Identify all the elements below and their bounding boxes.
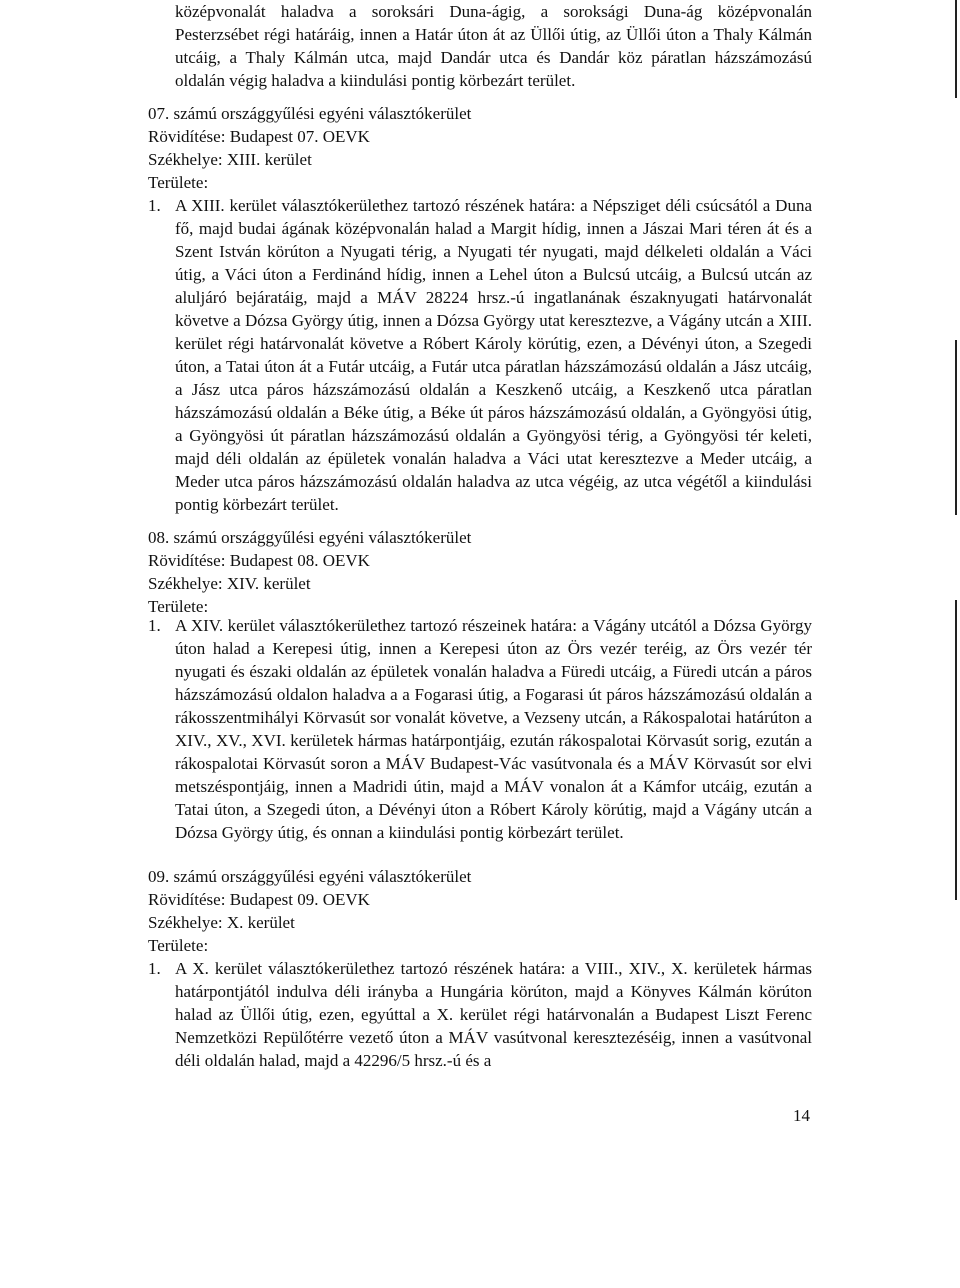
section-abbreviation: Rövidítése: Budapest 09. OEVK: [148, 890, 370, 909]
item-number: 1.: [148, 959, 161, 978]
item-text: A X. kerület választókerülethez tartozó részének határa: a VIII., XIV., X. kerületek hármas határpontjától indulva déli irányba a Hungária körúton, majd a Könyves Kálmán körúton halad az Üllői útig, ezen, egyúttal a X. kerület régi határvonalán a Budapest Liszt Ferenc Nemzetközi Repülőtérre vezető úton a MÁV vasútvonal keresztezéséig, innen a vasútvonal déli oldalán halad, majd a 42296/5 hrsz.-ú és a: [175, 959, 812, 1070]
item-text: A XIV. kerület választókerülethez tartozó részeinek határa: a Vágány utcától a Dózsa György úton halad a Kerepesi útig, innen a Kerepesi úton az Örs vezér teréig, az Örs vezér tér nyugati és északi oldalán az épületek vonalán haladva a Füredi utcáig, a Füredi utcán a páros házszámozású oldalon haladva a a Fogarasi útig, a Fogarasi út páros házszámozású oldalán a rákosszentmihályi Körvasút sor vonalát követve, a Vezseny utcán, a Rákospalotai határúton a XIV., XV., XVI. kerületek hármas határpontjáig, ezután rákospalotai Körvasút sorig, ezután a rákospalotai Körvasút soron a MÁV Budapest-Vác vasútvonala és a MÁV Körvasút sor elvi metszéspontjáig, innen a Madridi útin, majd a MÁV vonalon át a Kámfor utcáig, ezután a Tatai úton, a Szegedi úton, a Dévényi úton a Róbert Károly körútig, majd a Vágány utcán a Dózsa György útig, és onnan a kiindulási pontig körbezárt terület.: [175, 616, 812, 842]
margin-rule-middle: [955, 340, 957, 515]
continued-paragraph: középvonalát haladva a soroksári Duna-ágig, a soroksági Duna-ág középvonalán Pesterzsébet régi határáig, innen a Határ úton át az Üllői útig, az Üllői úton a Thaly Kálmán utcáig, a Thaly Kálmán utca, majd Dandár utca és Dandár köz páratlan házszámozású oldalán végig haladva a kiindulási pontig körbezárt terület.: [175, 2, 812, 90]
section-08-header: [148, 526, 471, 618]
item-text: A XIII. kerület választókerülethez tartozó részének határa: a Népsziget déli csúcsától a Duna fő, majd budai ágának középvonalán halad a Margit hídig, innen a Jászai Mari téren át és a Szent István körúton a Nyugati térig, a Nyugati tér nyugati, majd délkeleti oldalán a Váci útig, a Váci úton a Ferdinánd hídig, innen a Lehel úton a Bulcsú utcáig, a Bulcsú utcán az aluljáró bejáratáig, majd a MÁV 28224 hrsz.-ú ingatlanának északnyugati határvonalát követve a Dózsa György útig, innen a Dózsa György utat keresztezve, a Vágány utcán a XIII. kerület régi határvonalát követve a Róbert Károly körútig, ezen, a Dévényi úton, a Szegedi úton, a Tatai úton át a Futár utcáig, a Futár utca páratlan házszámozású oldalán a Jász utcáig, a Jász utca páros házszámozású oldalán a Keszkenő utcáig, a Keszkenő utca páratlan házszámozású oldalán a Béke útig, a Béke út páros házszámozású oldalán, a Gyöngyösi útig, a Gyöngyösi út páratlan házszámozású oldalán a Gyöngyösi térig, a Gyöngyösi tér keleti, majd déli oldalán az épületek vonalán haladva a Váci utat keresztezve a Meder utcáig, a Meder utca páros házszámozású oldalán haladva az utca végéig, az utca végétől a kiindulási pontig körbezárt terület.: [175, 196, 812, 514]
section-07-header: [148, 102, 471, 194]
section-seat: Székhelye: XIII. kerület: [148, 150, 312, 169]
item-number: 1.: [148, 196, 161, 215]
item-number: 1.: [148, 616, 161, 635]
page-number: 14: [793, 1106, 810, 1125]
section-title: 09. számú országgyűlési egyéni választókerület: [148, 867, 472, 886]
section-abbreviation: Rövidítése: Budapest 07. OEVK: [148, 127, 370, 146]
section-title: 08. számú országgyűlési egyéni választókerület: [148, 528, 472, 547]
section-area-label: Területe:: [148, 173, 209, 192]
section-seat: Székhelye: XIV. kerület: [148, 574, 311, 593]
section-title: 07. számú országgyűlési egyéni választókerület: [148, 104, 472, 123]
section-09-header: [148, 865, 471, 957]
margin-rule-top: [955, 0, 957, 98]
section-area-label: Területe:: [148, 597, 209, 616]
section-area-label: Területe:: [148, 936, 209, 955]
margin-rule-lower: [955, 600, 957, 900]
section-seat: Székhelye: X. kerület: [148, 913, 295, 932]
section-abbreviation: Rövidítése: Budapest 08. OEVK: [148, 551, 370, 570]
